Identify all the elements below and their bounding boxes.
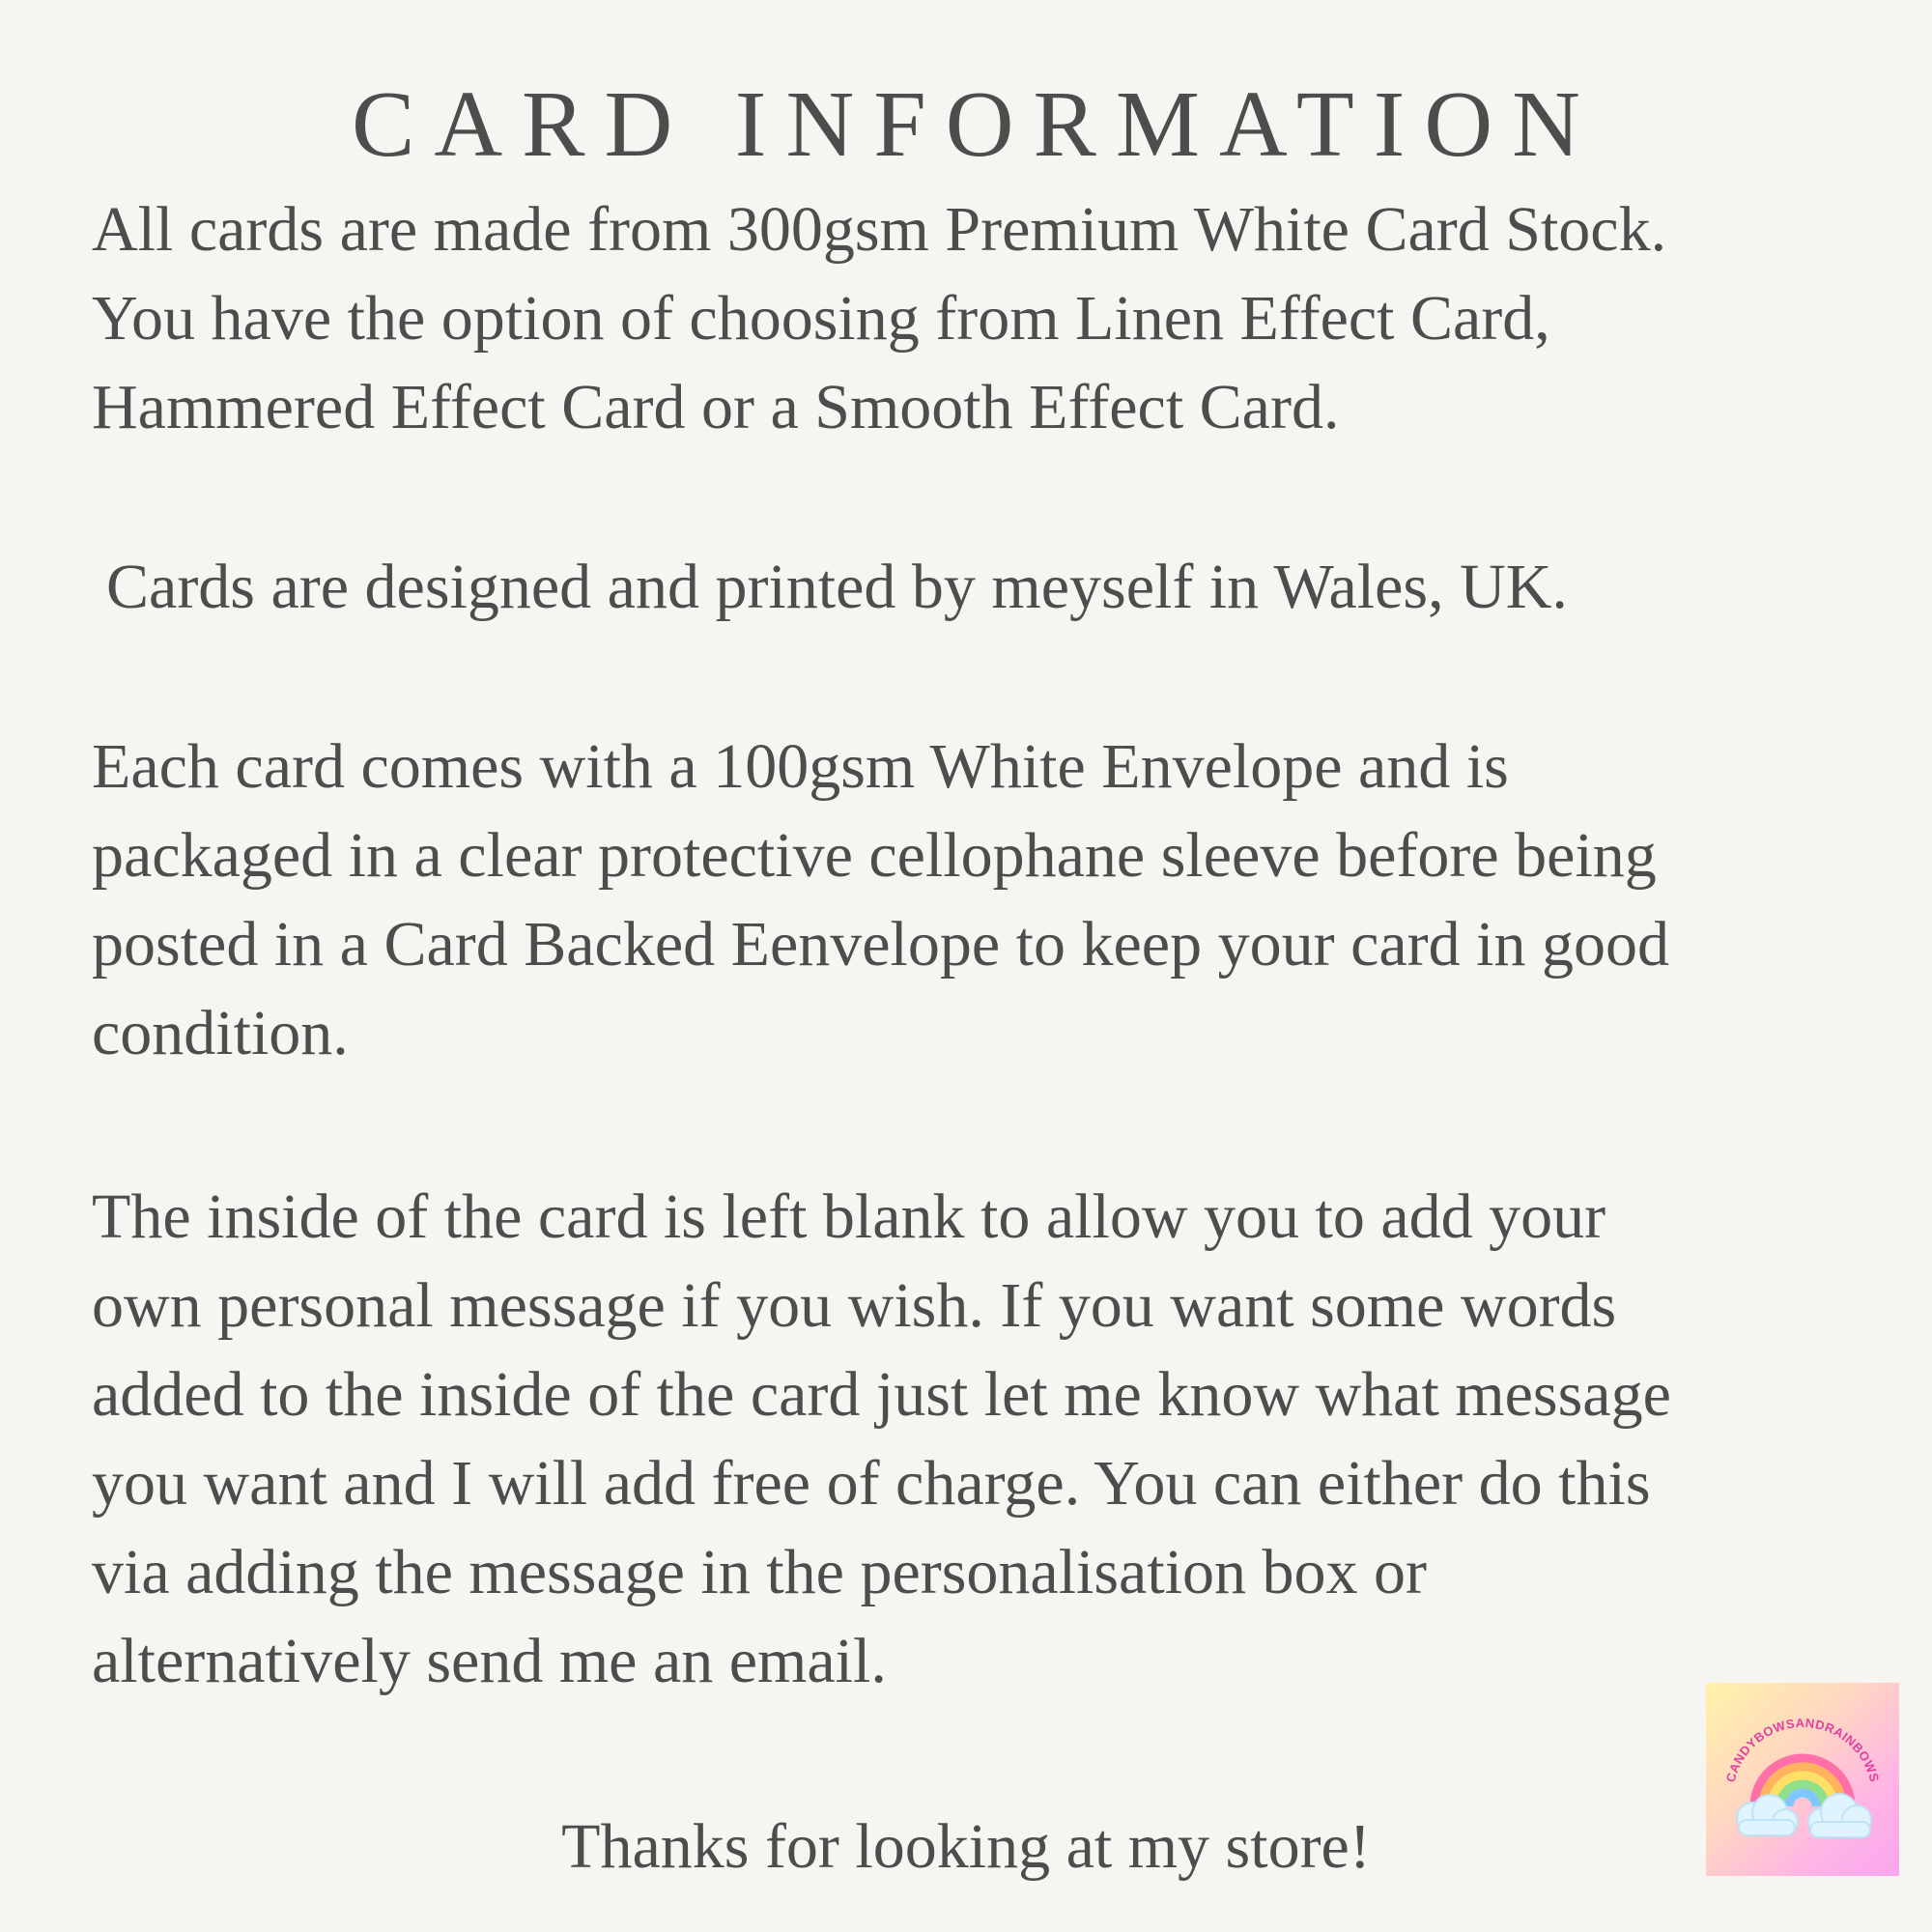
text-line: via adding the message in the personalisation box or	[92, 1537, 1428, 1607]
paragraph-personal-message	[92, 1173, 1908, 1706]
paragraph-card-stock	[92, 185, 1908, 452]
text-line: Hammered Effect Card or a Smooth Effect Card.	[92, 372, 1340, 442]
text-line: All cards are made from 300gsm Premium White Card Stock.	[92, 194, 1667, 265]
logo-text: CANDYBOWSANDRAINBOWS	[1722, 1715, 1883, 1784]
paragraph-made-in	[106, 543, 1922, 632]
text-line: You have the option of choosing from Linen Effect Card,	[92, 283, 1550, 354]
text-line: The inside of the card is left blank to allow you to add your	[92, 1181, 1606, 1252]
text-line: own personal message if you wish. If you want some words	[92, 1270, 1617, 1341]
paragraph-envelope	[92, 723, 1908, 1078]
text-line: packaged in a clear protective cellophane sleeve before being	[92, 820, 1657, 891]
page-title: CARD INFORMATION	[352, 72, 1600, 177]
text-line: Cards are designed and printed by meyself in Wales, UK.	[106, 552, 1568, 622]
text-line: condition.	[92, 998, 349, 1068]
rainbow-cloud-icon	[1706, 1683, 1899, 1876]
text-line: added to the inside of the card just let me know what message	[92, 1359, 1671, 1430]
store-logo	[1706, 1683, 1899, 1876]
text-line: Each card comes with a 100gsm White Envelope and is	[92, 731, 1509, 802]
text-line: you want and I will add free of charge. You can either do this	[92, 1448, 1651, 1519]
text-line: alternatively send me an email.	[92, 1626, 887, 1696]
closing-message: Thanks for looking at my store!	[561, 1811, 1371, 1882]
text-line: posted in a Card Backed Eenvelope to keep your card in good	[92, 909, 1669, 980]
